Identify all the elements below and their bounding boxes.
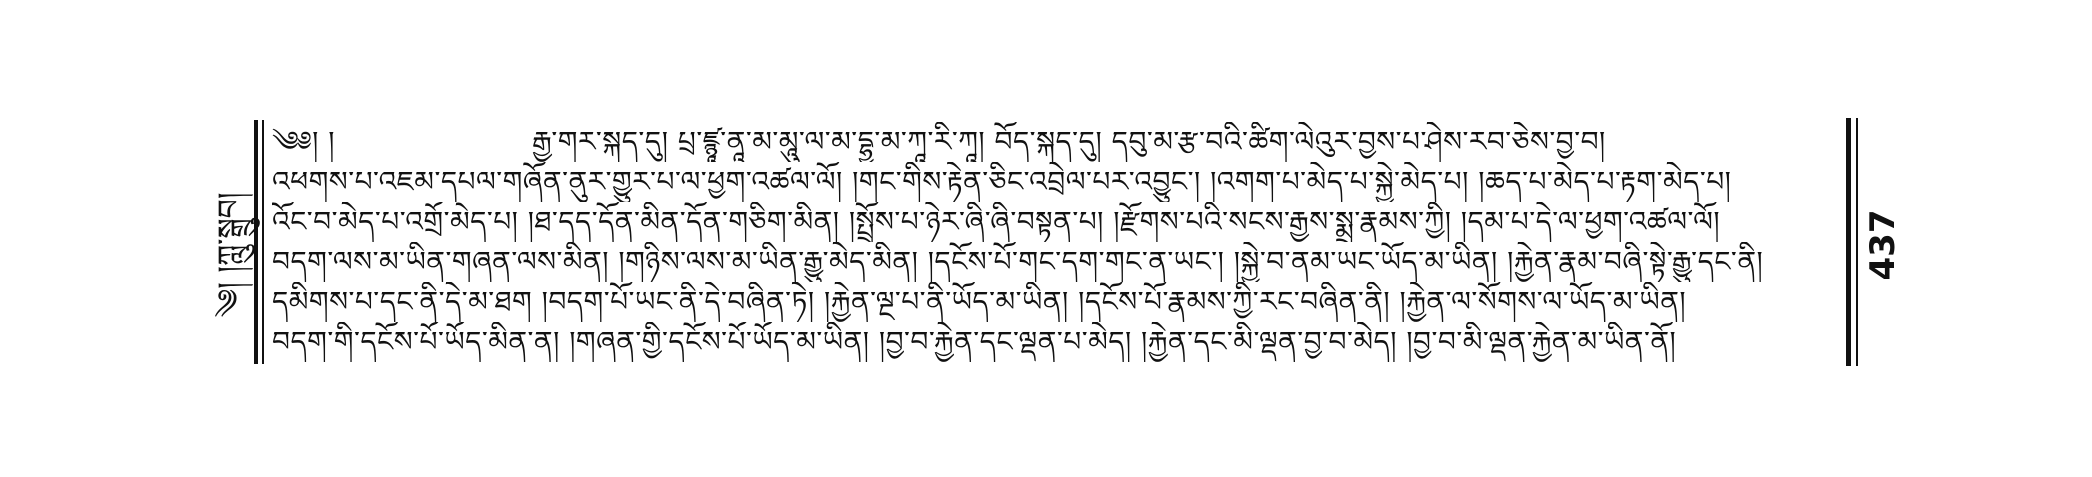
text-line-1: ༄༅། ། རྒྱ་གར་སྐད་དུ། པྲ་ཛྙཱ་ནཱ་མ་མཱུ་ལ་མ་དྷྱ་མ་ཀཱ་རི་ཀཱ། བོད་སྐད་དུ། དབུ་མ་རྩ་བའི་ཚིག་ལེའུར་བྱས་པ་ཤེས་རབ་ཅེས་བྱ་བ། bbox=[272, 122, 1838, 162]
text-line-5: དམིགས་པ་དང་ནི་དེ་མ་ཐག །བདག་པོ་ཡང་ནི་དེ་བཞིན་ཏེ། །རྐྱེན་ལྔ་པ་ནི་ཡོད་མ་ཡིན། །དངོས་པོ་རྣམས་ཀྱི་རང་བཞིན་ནི། །རྐྱེན་ལ་སོགས་ལ་ཡོད་མ་ཡིན། bbox=[272, 285, 1687, 318]
text-line-2: འཕགས་པ་འཇམ་དཔལ་གཞོན་ནུར་གྱུར་པ་ལ་ཕྱག་འཚལ་ལོ། །གང་གིས་རྟེན་ཅིང་འབྲེལ་པར་འབྱུང༌། །འགག་པ་མེད་པ་སྐྱེ་མེད་པ། །ཆད་པ་མེད་པ་རྟག་མེད་པ། bbox=[272, 165, 1732, 198]
text-line-3: འོང་བ་མེད་པ་འགྲོ་མེད་པ། །ཐ་དད་དོན་མིན་དོན་གཅིག་མིན། །སྤྲོས་པ་ཉེར་ཞི་ཞི་བསྟན་པ། །རྫོགས་པའི་སངས་རྒྱས་སྨྲ་རྣམས་ཀྱི། །དམ་པ་དེ་ལ་ཕྱག་འཚལ་ལོ། bbox=[272, 205, 1721, 238]
right-frame-rule bbox=[1846, 118, 1851, 366]
text-block bbox=[272, 122, 1838, 362]
left-frame-rule bbox=[254, 120, 258, 364]
text-line-6: བདག་གི་དངོས་པོ་ཡོད་མིན་ན། །གཞན་གྱི་དངོས་པོ་ཡོད་མ་ཡིན། །བྱ་བ་རྐྱེན་དང་ལྡན་པ་མེད། །རྐྱེན་དང་མི་ལྡན་བྱ་བ་མེད། །བྱ་བ་མི་ལྡན་རྐྱེན་མ་ཡིན་ནོ། bbox=[272, 325, 1677, 358]
text-line-4: བདག་ལས་མ་ཡིན་གཞན་ལས་མིན། །གཉིས་ལས་མ་ཡིན་རྒྱུ་མེད་མིན། །དངོས་པོ་གང་དག་གང་ན་ཡང༌། །སྐྱེ་བ་ནམ་ཡང་ཡོད་མ་ཡིན། །རྐྱེན་རྣམ་བཞི་སྟེ་རྒྱུ་དང་ནི། bbox=[272, 245, 1764, 278]
margin-title-note: ༄། །ཀླུ་སྒྲུབ། bbox=[212, 192, 247, 318]
opening-mark: ༄༅། ། bbox=[272, 125, 335, 158]
right-frame-rule-inner bbox=[1856, 118, 1858, 366]
left-frame-rule-inner bbox=[262, 120, 264, 364]
page-number: 437 bbox=[1863, 209, 1903, 281]
